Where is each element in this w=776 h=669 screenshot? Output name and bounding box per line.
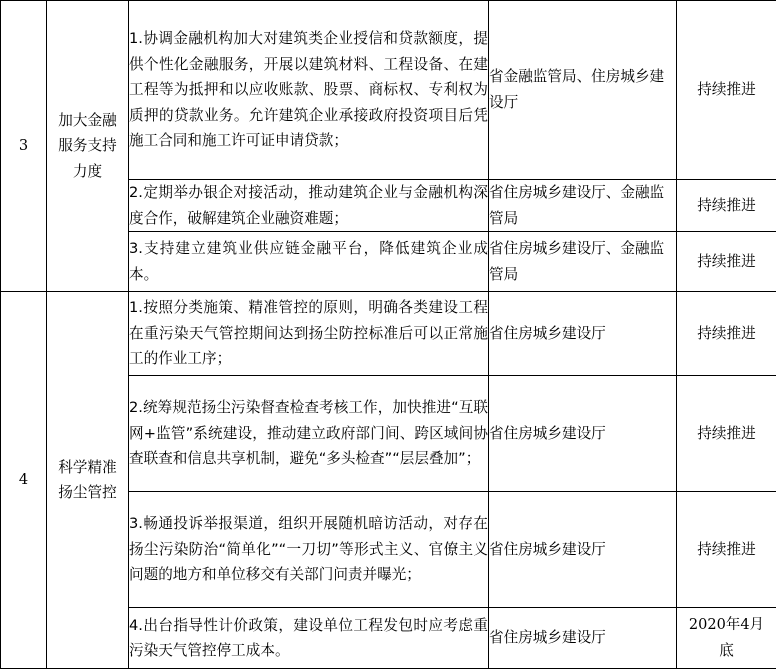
- measure-text: 2.定期举办银企对接活动，推动建筑企业与金融机构深度合作，破解建筑企业融资难题；: [129, 180, 489, 232]
- measure-text: 4.出台指导性计价政策，建设单位工程发包时应考虑重污染天气管控停工成本。: [129, 608, 489, 669]
- table-row: [1, 292, 776, 376]
- department-text: 省住房城乡建设厅: [489, 376, 677, 492]
- measure-text: 3.支持建立建筑业供应链金融平台，降低建筑企业成本。: [129, 232, 489, 292]
- timeline-text: 持续推进: [677, 1, 776, 180]
- category-line: 加大金融: [58, 111, 117, 129]
- measure-text: 3.畅通投诉举报渠道，组织开展随机暗访活动，对存在扬尘污染防治“简单化”“一刀切”等形式主义、官僚主义问题的地方和单位移交有关部门问责并曝光；: [129, 492, 489, 608]
- category-line: 力度: [72, 162, 103, 180]
- department-text: 省住房城乡建设厅: [489, 608, 677, 669]
- timeline-text: 持续推进: [677, 232, 776, 292]
- category-line: 扬尘管控: [58, 484, 117, 502]
- timeline-date: 2020年4月: [688, 616, 765, 633]
- measure-text: 1.按照分类施策、精准管控的原则，明确各类建设工程在重污染天气管控期间达到扬尘防控标准后可以正常施工的作业工序；: [129, 292, 489, 376]
- timeline-text: 持续推进: [677, 492, 776, 608]
- timeline-text: 持续推进: [677, 292, 776, 376]
- category-cell: [47, 1, 129, 292]
- category-line: 服务支持: [58, 137, 117, 155]
- timeline-text: 持续推进: [677, 180, 776, 232]
- department-text: 省住房城乡建设厅: [489, 292, 677, 376]
- row-number: 4: [1, 292, 47, 669]
- table-row: [1, 1, 776, 180]
- category-line: 科学精准: [58, 458, 117, 476]
- row-number: 3: [1, 1, 47, 292]
- department-text: 省住房城乡建设厅: [489, 492, 677, 608]
- department-text: 省住房城乡建设厅、金融监管局: [489, 232, 677, 292]
- measure-text: 1.协调金融机构加大对建筑类企业授信和贷款额度，提供个性化金融服务，开展以建筑材料、工程设备、在建工程等为抵押和以应收账款、股票、商标权、专利权为质押的贷款业务。允许建筑企业承接政府投资项目后凭施工合同和施工许可证申请贷款；: [129, 1, 489, 180]
- department-text: 省住房城乡建设厅、金融监管局: [489, 180, 677, 232]
- timeline-suffix: 底: [719, 642, 734, 660]
- department-text: 省金融监管局、住房城乡建设厅: [489, 1, 677, 180]
- category-cell: [47, 292, 129, 669]
- timeline-text: 持续推进: [677, 376, 776, 492]
- measure-text: 2.统筹规范扬尘污染督查检查考核工作，加快推进“互联网+监管”系统建设，推动建立政府部门间、跨区域间协查联查和信息共享机制，避免“多头检查”“层层叠加”；: [129, 376, 489, 492]
- timeline-cell: [677, 608, 776, 669]
